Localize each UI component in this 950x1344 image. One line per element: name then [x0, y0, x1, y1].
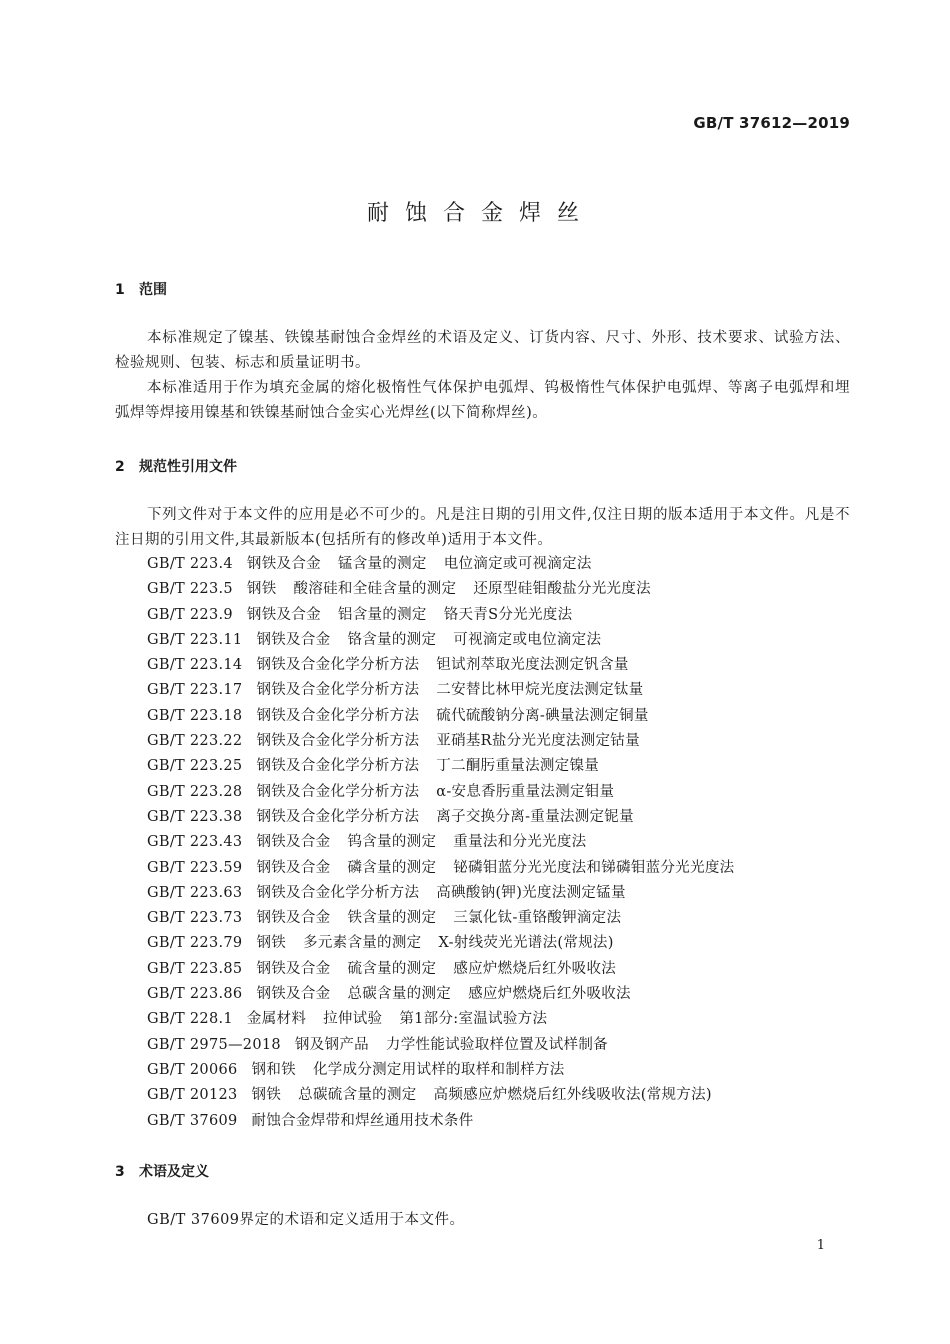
reference-title-part: 钢及钢产品	[294, 1036, 369, 1053]
reference-item	[147, 982, 751, 1007]
reference-item	[147, 577, 751, 602]
reference-title-part: 钢铁及合金化学分析方法	[256, 808, 420, 825]
reference-code: GB/T 223.4	[147, 556, 233, 572]
reference-title-part: 铁含量的测定	[347, 910, 437, 927]
reference-title-part: 钢铁及合金化学分析方法	[256, 707, 420, 724]
reference-title-part: 钢铁及合金	[246, 606, 321, 623]
reference-title-part: 铝含量的测定	[337, 606, 427, 623]
reference-item	[147, 1033, 751, 1058]
standard-code: GB/T 37612—2019	[693, 114, 850, 132]
reference-item	[147, 1058, 751, 1083]
reference-item	[147, 856, 751, 881]
reference-item	[147, 1083, 751, 1108]
reference-code: GB/T 223.22	[147, 733, 243, 750]
reference-title-part: 力学性能试验取样位置及试样制备	[385, 1036, 608, 1053]
reference-item	[147, 931, 751, 956]
reference-code: GB/T 223.86	[147, 986, 243, 1003]
reference-title-part: 硫含量的测定	[347, 960, 437, 977]
reference-code: GB/T 223.11	[147, 631, 243, 648]
reference-item	[147, 1109, 751, 1134]
reference-title-part: 金属材料	[246, 1011, 307, 1028]
reference-item	[147, 678, 751, 703]
reference-item	[147, 653, 751, 678]
reference-title-part: 耐蚀合金焊带和焊丝通用技术条件	[251, 1112, 474, 1129]
reference-code: GB/T 2975—2018	[147, 1036, 281, 1053]
reference-title-part: 二安替比林甲烷光度法测定钛量	[436, 682, 644, 699]
reference-title-part: 电位滴定或可视滴定法	[443, 556, 592, 572]
reference-title-part: 钢铁	[256, 935, 287, 952]
reference-item	[147, 552, 751, 577]
reference-code: GB/T 223.59	[147, 859, 243, 876]
reference-title-part: 多元素含量的测定	[303, 935, 422, 952]
reference-title-part: 总碳含量的测定	[347, 986, 452, 1003]
section-title: 术语及定义	[139, 1164, 209, 1180]
reference-title-part: 钢和铁	[251, 1061, 296, 1078]
reference-title-part: 钢铁及合金	[256, 986, 331, 1003]
reference-title-part: 钢铁及合金	[256, 631, 331, 648]
reference-title-part: 感应炉燃烧后红外吸收法	[453, 960, 617, 977]
reference-item	[147, 704, 751, 729]
reference-code: GB/T 223.5	[147, 581, 233, 598]
reference-title-part: 硫代硫酸钠分离-碘量法测定铜量	[436, 707, 649, 724]
page-number: 1	[816, 1238, 825, 1253]
reference-item	[147, 805, 751, 830]
reference-title-part: 铋磷钼蓝分光光度法和锑磷钼蓝分光光度法	[453, 859, 735, 876]
section-title: 规范性引用文件	[139, 459, 237, 475]
reference-title-part: 第1部分:室温试验方法	[399, 1011, 548, 1028]
reference-title-part: 钢铁及合金化学分析方法	[256, 733, 420, 750]
terms-paragraph: GB/T 37609界定的术语和定义适用于本文件。	[147, 1212, 465, 1228]
reference-title-part: 钢铁	[246, 581, 277, 598]
reference-code: GB/T 20123	[147, 1087, 238, 1104]
reference-item	[147, 603, 751, 628]
reference-code: GB/T 228.1	[147, 1011, 233, 1028]
reference-title-part: 化学成分测定用试样的取样和制样方法	[312, 1061, 565, 1078]
reference-item	[147, 780, 751, 805]
scope-paragraph-1: 本标准规定了镍基、铁镍基耐蚀合金焊丝的术语及定义、订货内容、尺寸、外形、技术要求、试验方法、检验规则、包装、标志和质量证明书。	[115, 330, 850, 371]
reference-title-part: 高频感应炉燃烧后红外线吸收法(常规方法)	[433, 1087, 712, 1104]
reference-code: GB/T 20066	[147, 1061, 238, 1078]
section-2-heading	[115, 456, 237, 476]
reference-item	[147, 729, 751, 754]
reference-item	[147, 881, 751, 906]
references-intro-paragraph: 下列文件对于本文件的应用是必不可少的。凡是注日期的引用文件,仅注日期的版本适用于本文件。凡是不注日期的引用文件,其最新版本(包括所有的修改单)适用于本文件。	[115, 507, 850, 548]
reference-code: GB/T 223.79	[147, 935, 243, 952]
reference-code: GB/T 223.9	[147, 606, 233, 623]
reference-title-part: 拉伸试验	[323, 1011, 383, 1028]
reference-title-part: 钢铁及合金	[256, 910, 331, 927]
reference-title-part: 丁二酮肟重量法测定镍量	[436, 758, 600, 775]
reference-code: GB/T 223.14	[147, 657, 243, 674]
section-number: 3	[115, 1164, 125, 1180]
reference-title-part: 钢铁及合金化学分析方法	[256, 758, 420, 775]
reference-title-part: X-射线荧光光谱法(常规法)	[438, 935, 614, 952]
section-3-heading	[115, 1161, 209, 1181]
section-title: 范围	[139, 282, 167, 298]
reference-code: GB/T 223.18	[147, 707, 243, 724]
section-number: 1	[115, 282, 125, 298]
reference-title-part: 三氯化钛-重铬酸钾滴定法	[453, 910, 622, 927]
reference-title-part: 酸溶硅和全硅含量的测定	[293, 581, 457, 598]
reference-title-part: 铬天青S分光光度法	[443, 606, 573, 623]
document-title: 耐蚀合金焊丝	[366, 201, 595, 226]
reference-title-part: 钢铁及合金化学分析方法	[256, 657, 420, 674]
reference-code: GB/T 223.73	[147, 910, 243, 927]
reference-code: GB/T 37609	[147, 1112, 238, 1129]
section-number: 2	[115, 459, 125, 475]
reference-item	[147, 628, 751, 653]
reference-item	[147, 957, 751, 982]
reference-title-part: 钽试剂萃取光度法测定钒含量	[436, 657, 629, 674]
scope-paragraph-2: 本标准适用于作为填充金属的熔化极惰性气体保护电弧焊、钨极惰性气体保护电弧焊、等离子电弧焊和埋弧焊等焊接用镍基和铁镍基耐蚀合金实心光焊丝(以下简称焊丝)。	[115, 380, 850, 421]
reference-title-part: 磷含量的测定	[347, 859, 437, 876]
reference-title-part: 锰含量的测定	[337, 556, 427, 572]
reference-item	[147, 1007, 751, 1032]
reference-code: GB/T 223.43	[147, 834, 243, 851]
reference-title-part: 可视滴定或电位滴定法	[453, 631, 602, 648]
reference-item	[147, 906, 751, 931]
reference-title-part: 钢铁及合金	[246, 556, 321, 572]
reference-title-part: 总碳硫含量的测定	[298, 1087, 417, 1104]
reference-title-part: 钢铁及合金	[256, 859, 331, 876]
reference-title-part: 铬含量的测定	[347, 631, 437, 648]
reference-title-part: 钢铁	[251, 1087, 282, 1104]
reference-code: GB/T 223.85	[147, 960, 243, 977]
section-1-heading	[115, 279, 167, 299]
reference-title-part: 感应炉燃烧后红外吸收法	[468, 986, 631, 1003]
reference-title-part: 钢铁及合金化学分析方法	[256, 884, 420, 901]
reference-title-part: 钢铁及合金化学分析方法	[256, 783, 420, 800]
reference-title-part: 离子交换分离-重量法测定铌量	[436, 808, 634, 825]
reference-item	[147, 754, 751, 779]
reference-title-part: 钢铁及合金	[256, 960, 331, 977]
reference-title-part: 钨含量的测定	[347, 834, 437, 851]
reference-code: GB/T 223.63	[147, 884, 243, 901]
reference-code: GB/T 223.17	[147, 682, 243, 699]
reference-title-part: 重量法和分光光度法	[453, 834, 587, 851]
reference-title-part: α-安息香肟重量法测定钼量	[436, 783, 615, 800]
reference-code: GB/T 223.38	[147, 808, 243, 825]
reference-title-part: 还原型硅钼酸盐分光光度法	[473, 581, 651, 598]
reference-code: GB/T 223.25	[147, 758, 243, 775]
reference-title-part: 钢铁及合金化学分析方法	[256, 682, 420, 699]
normative-references-list	[147, 552, 751, 1134]
reference-title-part: 钢铁及合金	[256, 834, 331, 851]
reference-title-part: 亚硝基R盐分光光度法测定钴量	[436, 733, 640, 750]
reference-code: GB/T 223.28	[147, 783, 243, 800]
reference-item	[147, 830, 751, 855]
reference-title-part: 高碘酸钠(钾)光度法测定锰量	[436, 884, 626, 901]
